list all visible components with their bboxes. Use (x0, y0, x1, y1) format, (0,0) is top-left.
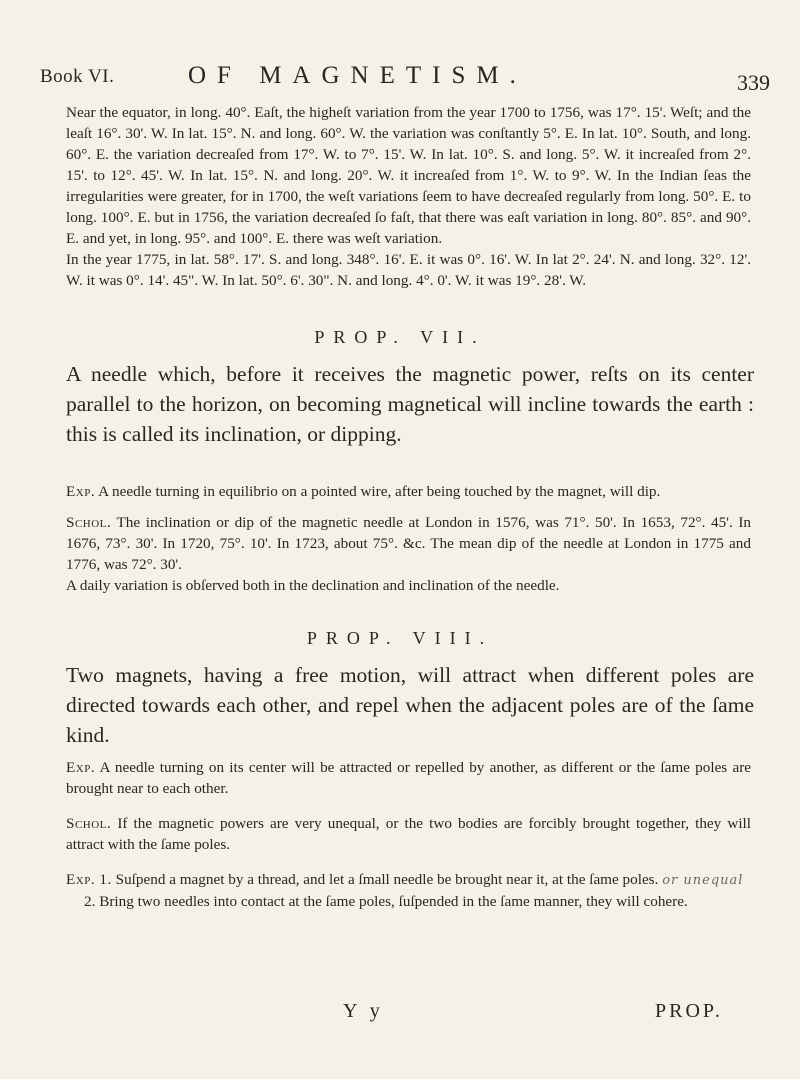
exp-1-text: Suſpend a magnet by a thread, and let a ſmall needle be brought near it, at the ſame poles. (115, 871, 659, 888)
exp-2-label: 2. (84, 893, 96, 910)
prop-8-experiment (66, 757, 751, 799)
catchword: PROP. (655, 1000, 723, 1022)
prop-8-scholium (66, 813, 751, 855)
handwritten-note: or unequal (662, 873, 744, 888)
schol-text: If the magnetic powers are very unequal, or the two bodies are forcibly brought together, they will attract with the ſame poles. (66, 815, 751, 853)
prop-7-daily-variation: A daily variation is obſerved both in the declination and inclination of the needle. (66, 577, 560, 594)
opening-text (66, 102, 751, 291)
schol-label: Schol. (66, 514, 112, 531)
exp-1-label: Exp. 1. (66, 871, 112, 888)
prop-7-notes (66, 481, 751, 596)
exp-2-text: Bring two needles into contact at the ſame poles, ſuſpended in the ſame manner, they will cohere. (99, 893, 688, 910)
prop-7-statement: A needle which, before it receives the magnetic power, reſts on its center parallel to the horizon, on becoming magnetical will incline towards the earth : this is called its inclination, or dipping. (66, 362, 754, 446)
prop-8-experiment-1 (66, 869, 751, 891)
prop-8-heading: PROP. VIII. (306, 628, 494, 648)
exp-label: Exp. (66, 483, 96, 500)
prop-7-experiment (66, 481, 751, 502)
book-label: Book VI. (40, 66, 115, 87)
exp-text: A needle turning on its center will be attracted or repelled by another, as different or the ſame poles are brought near to each other. (66, 759, 751, 797)
exp-label: Exp. (66, 759, 96, 776)
page-number: 339 (737, 70, 770, 95)
signature-mark: Y y (343, 1000, 384, 1022)
schol-label: Schol. (66, 815, 112, 832)
schol-text: The inclination or dip of the magnetic needle at London in 1576, was 71°. 50'. In 1653, 72°. 45'. In 1676, 73°. 30'. In 1720, 75°. 10'. In 1723, about 75°. &c. The mean dip of the needle at London in 1775 and 1776, was 72°. 30'. (66, 514, 752, 573)
paragraph-variation: Near the equator, in long. 40°. Eaſt, the higheſt variation from the year 1700 to 1756, was 17°. 15'. Weſt; and the leaſt 16°. 30'. W. In lat. 15°. N. and long. 60°. W. the variation was conſtantly 5°. E. In lat. 10°. South, and long. 60°. E. the variation decreaſed from 17°. W. to 7°. 15'. W. In lat. 10°. S. and long. 5°. W. it increaſed from 2°. 15'. to 12°. 45'. W. In lat. 15°. N. and long. 20°. W. it increaſed from 1°. W. to 9°. W. In the Indian ſeas the irregularities were greater, for in 1700, the weſt variations ſeem to have decreaſed regularly from long. 50°. E. to long. 100°. E. but in 1756, the variation decreaſed ſo faſt, that there was eaſt variation in long. 80°. 85°. and 90°. E. and yet, in long. 95°. and 100°. E. there was weſt variation. (66, 104, 751, 247)
prop-8-experiment-2 (66, 891, 751, 912)
paragraph-1775: In the year 1775, in lat. 58°. 17'. S. and long. 348°. 16'. E. it was 0°. 16'. W. In lat 2°. 24'. N. and long. 32°. 12'. W. it was 0°. 14'. 45". W. In lat. 50°. 6'. 30". N. and long. 4°. 0'. W. it was 19°. 28'. W. (66, 251, 751, 289)
prop-8-notes (66, 757, 751, 912)
running-header (40, 62, 770, 94)
prop-8-statement: Two magnets, having a free motion, will attract when different poles are directed towards each other, and repel when the adjacent poles are of the ſame kind. (66, 663, 754, 747)
exp-text: A needle turning in equilibrio on a pointed wire, after being touched by the magnet, will dip. (98, 483, 661, 500)
page-footer (0, 1000, 800, 1024)
prop-7-scholium (66, 512, 751, 575)
prop-7-heading: PROP. VII. (314, 327, 486, 347)
chapter-title: OF MAGNETISM. (188, 62, 527, 89)
